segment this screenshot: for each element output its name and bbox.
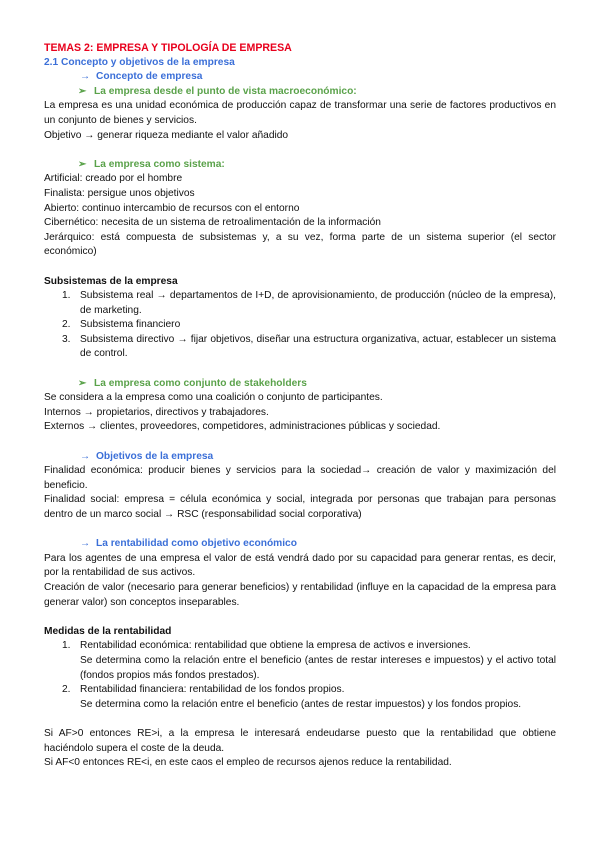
medidas-list — [44, 683, 556, 698]
concepto-heading — [44, 70, 556, 85]
triangle-bullet-icon: ➢ — [78, 85, 87, 97]
section-heading: 2.1 Concepto y objetivos de la empresa — [44, 56, 235, 68]
rentabilidad-heading-text: La rentabilidad como objetivo económico — [96, 538, 297, 550]
stakeholders-line: Internos → propietarios, directivos y trabajadores. — [44, 406, 269, 418]
stakeholders-line: Se considera a la empresa como una coalición o conjunto de participantes. — [44, 392, 383, 404]
list-item: 2. Rentabilidad financiera: rentabilidad de los fondos propios. — [62, 684, 345, 696]
sistema-line: Jerárquico: está compuesta de subsistemas y, a su vez, forma parte de un sistema superior (el sector económico) — [44, 231, 556, 258]
macro-heading-text: La empresa desde el punto de vista macroeconómico: — [94, 85, 357, 97]
triangle-bullet-icon: ➢ — [78, 377, 87, 389]
sistema-line: Artificial: creado por el hombre — [44, 173, 183, 185]
concepto-heading-text: Concepto de empresa — [96, 71, 203, 83]
triangle-bullet-icon: ➢ — [78, 158, 87, 170]
stakeholders-heading — [44, 377, 556, 392]
medidas-heading: Medidas de la rentabilidad — [44, 625, 172, 637]
document-title: TEMAS 2: EMPRESA Y TIPOLOGÍA DE EMPRESA — [44, 42, 292, 54]
list-item: 1. Subsistema real → departamentos de I+D, de aprovisionamiento, de producción (núcleo de la empresa), de marketing. — [62, 290, 556, 316]
sistema-heading-text: La empresa como sistema: — [94, 158, 225, 170]
arrow-icon: → — [80, 450, 91, 462]
medida-detail: Se determina como la relación entre el beneficio (antes de restar intereses e impuestos) y el activo total (fondos propios más fondos prestados). — [80, 654, 556, 681]
conclusion-p2: Si AF<0 entonces RE<i, en este caos el empleo de recursos ajenos reduce la rentabilidad. — [44, 757, 452, 769]
objetivo-text: Objetivo → generar riqueza mediante el valor añadido — [44, 129, 289, 141]
subsistemas-heading: Subsistemas de la empresa — [44, 275, 178, 287]
list-item: 1. Rentabilidad económica: rentabilidad que obtiene la empresa de activos e inversiones. — [62, 640, 471, 652]
sistema-line: Abierto: continuo intercambio de recursos con el entorno — [44, 202, 300, 214]
sistema-heading — [44, 158, 556, 173]
finalidad-economica: Finalidad económica: producir bienes y servicios para la sociedad→ creación de valor y maximización del beneficio. — [44, 465, 556, 491]
arrow-icon: → — [80, 71, 91, 83]
medida-detail: Se determina como la relación entre el beneficio (antes de restar impuestos) y los fondos propios. — [80, 698, 522, 710]
sistema-line: Cibernético: necesita de un sistema de retroalimentación de la información — [44, 217, 381, 229]
macro-heading — [44, 85, 556, 100]
list-item: 2. Subsistema financiero — [62, 319, 181, 331]
rentabilidad-p2: Creación de valor (necesario para generar beneficios) y rentabilidad (influye en la capacidad de la empresa para generar valor) son conceptos inseparables. — [44, 581, 556, 608]
medidas-list — [44, 639, 556, 654]
conclusion-p1: Si AF>0 entonces RE>i, a la empresa le interesará endeudarse puesto que la rentabilidad que obtiene haciéndolo supera el coste de la deuda. — [44, 727, 556, 754]
list-item: 3. Subsistema directivo → fijar objetivos, diseñar una estructura organizativa, actuar, establecer un sistema de control. — [62, 333, 556, 360]
sistema-line: Finalista: persigue unos objetivos — [44, 187, 195, 199]
subsistemas-list — [44, 289, 556, 362]
stakeholders-heading-text: La empresa como conjunto de stakeholders — [94, 377, 307, 389]
finalidad-social: Finalidad social: empresa = célula económica y social, integrada por personas que trabajan para personas dentro de un marco social → RSC (responsabilidad social corporativa) — [44, 494, 556, 520]
rentabilidad-heading — [44, 537, 556, 552]
rentabilidad-p1: Para los agentes de una empresa el valor de está vendrá dado por su capacidad para generar rentas, es decir, por la rentabilidad de sus activos. — [44, 552, 556, 579]
objetivos-heading-text: Objetivos de la empresa — [96, 450, 214, 462]
arrow-icon: → — [80, 538, 91, 550]
macro-text: La empresa es una unidad económica de producción capaz de transformar una serie de factores productivos en un conjunto de bienes y servicios. — [44, 100, 556, 126]
objetivos-heading — [44, 450, 556, 465]
stakeholders-line: Externos → clientes, proveedores, competidores, administraciones públicas y sociedad. — [44, 421, 441, 433]
